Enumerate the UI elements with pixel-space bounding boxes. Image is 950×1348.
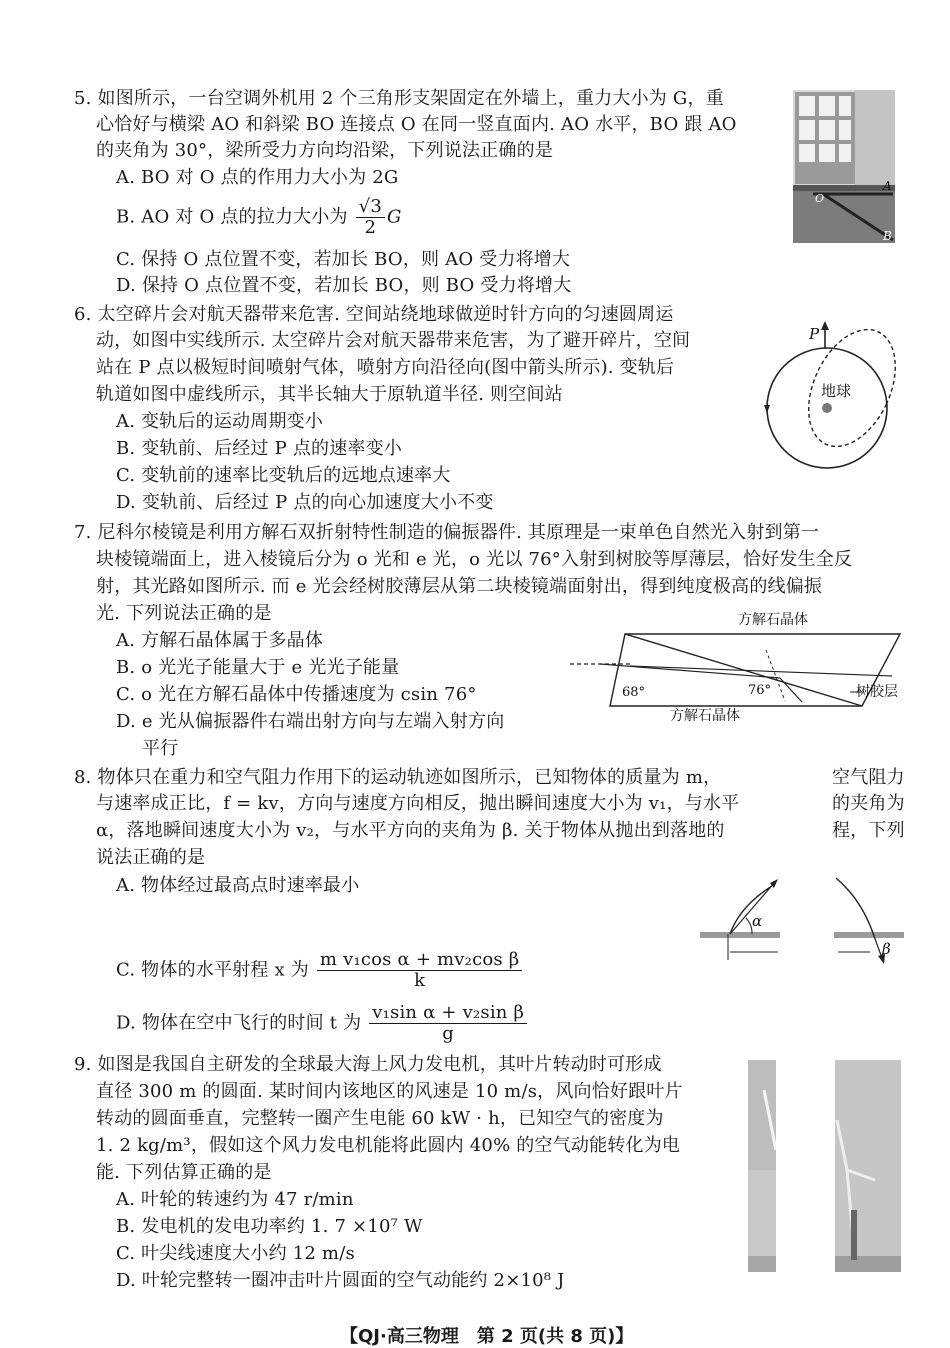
q8-landing-angle-diagram (834, 870, 904, 970)
q6-option-b: B. 变轨前、后经过 P 点的速率变小 (116, 438, 403, 459)
q6-fig-label-earth: 地球 (821, 382, 852, 400)
q8-option-d-numerator: v₁sin α + v₂sin β (369, 1003, 527, 1024)
q5-option-a: A. BO 对 O 点的作用力大小为 2G (116, 167, 399, 188)
q6-earth-dot (822, 403, 832, 413)
q9-option-c: C. 叶尖线速度大小约 12 m/s (116, 1243, 355, 1264)
q7-option-a: A. 方解石晶体属于多晶体 (116, 630, 324, 651)
q5-option-b (116, 197, 402, 238)
q9-stem-line2: 直径 300 m 的圆面. 某时间内该地区的风速是 10 m/s，风向恰好跟叶片 (96, 1081, 683, 1102)
q6-option-d: D. 变轨前、后经过 P 点的向心加速度大小不变 (116, 492, 494, 513)
q8-fig-label-beta: β (882, 940, 891, 958)
q7-option-c: C. o 光在方解石晶体中传播速度为 csin 76° (116, 684, 477, 705)
q5-stem-line1: 5. 如图所示，一台空调外机用 2 个三角形支架固定在外墙上，重力大小为 G，重 (74, 88, 724, 109)
q9-turbine-photo-left (748, 1060, 776, 1272)
q7-option-d-line2: 平行 (142, 738, 179, 759)
q9-turbine-photo-right (835, 1060, 901, 1272)
q9-stem-line5: 能. 下列估算正确的是 (96, 1162, 272, 1183)
q6-fig-label-p: P (809, 325, 820, 343)
q9-stem-line4: 1. 2 kg/m³，假如这个风力发电机能将此圆内 40% 的空气动能转化为电 (96, 1135, 681, 1156)
q5-option-d: D. 保持 O 点位置不变，若加长 BO，则 BO 受力将增大 (116, 275, 572, 296)
q9-option-b: B. 发电机的发电功率约 1. 7 ×10⁷ W (116, 1216, 423, 1237)
q6-orbit-diagram (757, 313, 897, 473)
q7-nicol-prism-diagram (570, 606, 910, 724)
q5-stem-line2: 心恰好与横梁 AO 和斜梁 BO 连接点 O 在同一竖直面内. AO 水平，BO 跟 AO (96, 114, 737, 135)
q7-stem-line3: 射，其光路如图所示. 而 e 光会经树胶薄层从第二块棱镜端面射出，得到纯度极高的线偏振 (96, 576, 823, 597)
q8-option-c-numerator: m v₁cos α + mv₂cos β (317, 950, 522, 971)
q6-stem-line1: 6. 太空碎片会对航天器带来危害. 空间站绕地球做逆时针方向的匀速圆周运 (74, 304, 674, 325)
page-footer: 【QJ·高三物理 第 2 页(共 8 页)】 (340, 1326, 634, 1347)
q8-option-d-text: D. 物体在空中飞行的时间 t 为 (116, 1012, 362, 1034)
q8-option-c-text: C. 物体的水平射程 x 为 (116, 959, 309, 981)
q7-fig-label-top-crystal: 方解石晶体 (738, 612, 808, 628)
q7-stem-line1: 7. 尼科尔棱镜是利用方解石双折射特性制造的偏振器件. 其原理是一束单色自然光入射到第一 (74, 522, 820, 543)
q5-option-c: C. 保持 O 点位置不变，若加长 BO，则 AO 受力将增大 (116, 249, 571, 270)
q6-direction-arrow-icon (764, 405, 770, 413)
q7-fig-label-angle68: 68° (622, 685, 646, 700)
q8-launch-angle-diagram (700, 870, 780, 970)
q7-stem-line2: 块棱镜端面上，进入棱镜后分为 o 光和 e 光，o 光以 76°入射到树胶等厚薄层，恰好发生全反 (96, 549, 853, 570)
q6-stem-line4: 轨道如图中虚线所示，其半长轴大于原轨道半径. 则空间站 (96, 384, 563, 405)
q8-option-d-fraction (369, 1003, 527, 1044)
q7-fig-label-angle76: 76° (748, 683, 772, 698)
q7-stem-line4: 光. 下列说法正确的是 (96, 603, 272, 624)
q9-option-d: D. 叶轮完整转一圈冲击叶片圆面的空气动能约 2×10⁸ J (116, 1270, 565, 1291)
q9-option-a: A. 叶轮的转速约为 47 r/min (116, 1189, 354, 1210)
q5-option-b-fraction (356, 197, 385, 238)
q8-option-c-denominator: k (414, 970, 426, 991)
q9-stem-line3: 转动的圆面垂直，完整转一圈产生电能 60 kW · h，已知空气的密度为 (96, 1108, 664, 1129)
q7-option-d-line1: D. e 光从偏振器件右端出射方向与左端入射方向 (116, 711, 505, 732)
q7-fig-label-bottom-crystal: 方解石晶体 (670, 708, 740, 724)
q7-option-b: B. o 光光子能量大于 e 光光子能量 (116, 657, 400, 678)
q5-fig-label-a: A (883, 179, 892, 193)
q8-option-c (116, 950, 524, 991)
q6-option-a: A. 变轨后的运动周期变小 (116, 411, 324, 432)
q9-stem-line1: 9. 如图是我国自主研发的全球最大海上风力发电机，其叶片转动时可形成 (74, 1054, 662, 1075)
q8-stem-line2: 与速率成正比，f = kv，方向与速度方向相反，抛出瞬间速度大小为 v₁，与水平 (96, 793, 740, 814)
q8-option-a: A. 物体经过最高点时速率最小 (116, 875, 360, 896)
q6-thrust-arrow-icon (821, 321, 829, 330)
q6-option-c: C. 变轨前的速率比变轨后的远地点速率大 (116, 465, 451, 486)
q5-option-b-suffix: G (387, 206, 402, 228)
q8-stem-line3: α，落地瞬间速度大小为 v₂，与水平方向的夹角为 β. 关于物体从抛出到落地的 (96, 820, 725, 841)
q5-fig-label-o: O (815, 192, 825, 205)
q5-stem-line3: 的夹角为 30°，梁所受力方向均沿梁，下列说法正确的是 (96, 140, 554, 161)
q5-option-b-denominator: 2 (364, 217, 377, 238)
q8-stem-line3-end: 程，下列 (832, 820, 905, 841)
q8-stem-line1: 8. 物体只在重力和空气阻力作用下的运动轨迹如图所示，已知物体的质量为 m， (74, 767, 722, 788)
q8-stem-line1-end: 空气阻力 (832, 767, 905, 788)
q8-stem-line4: 说法正确的是 (96, 847, 206, 868)
q8-option-d-denominator: g (442, 1023, 455, 1044)
q5-option-b-text: B. AO 对 O 点的拉力大小为 (116, 206, 348, 228)
q8-option-c-fraction (317, 950, 522, 991)
q8-fig-label-alpha: α (752, 912, 763, 930)
q6-stem-line3: 站在 P 点以极短时间喷射气体，喷射方向沿径向(图中箭头所示). 变轨后 (96, 357, 675, 378)
q5-option-b-numerator: √3 (356, 197, 385, 218)
q5-ac-unit-photo (793, 90, 895, 243)
q5-fig-label-b: B (883, 229, 892, 243)
q8-option-d (116, 1003, 529, 1044)
q8-stem-line2-end: 的夹角为 (832, 793, 905, 814)
q6-stem-line2: 动，如图中实线所示. 太空碎片会对航天器带来危害，为了避开碎片，空间 (96, 330, 691, 351)
q7-fig-label-resin: 树胶层 (856, 684, 898, 700)
